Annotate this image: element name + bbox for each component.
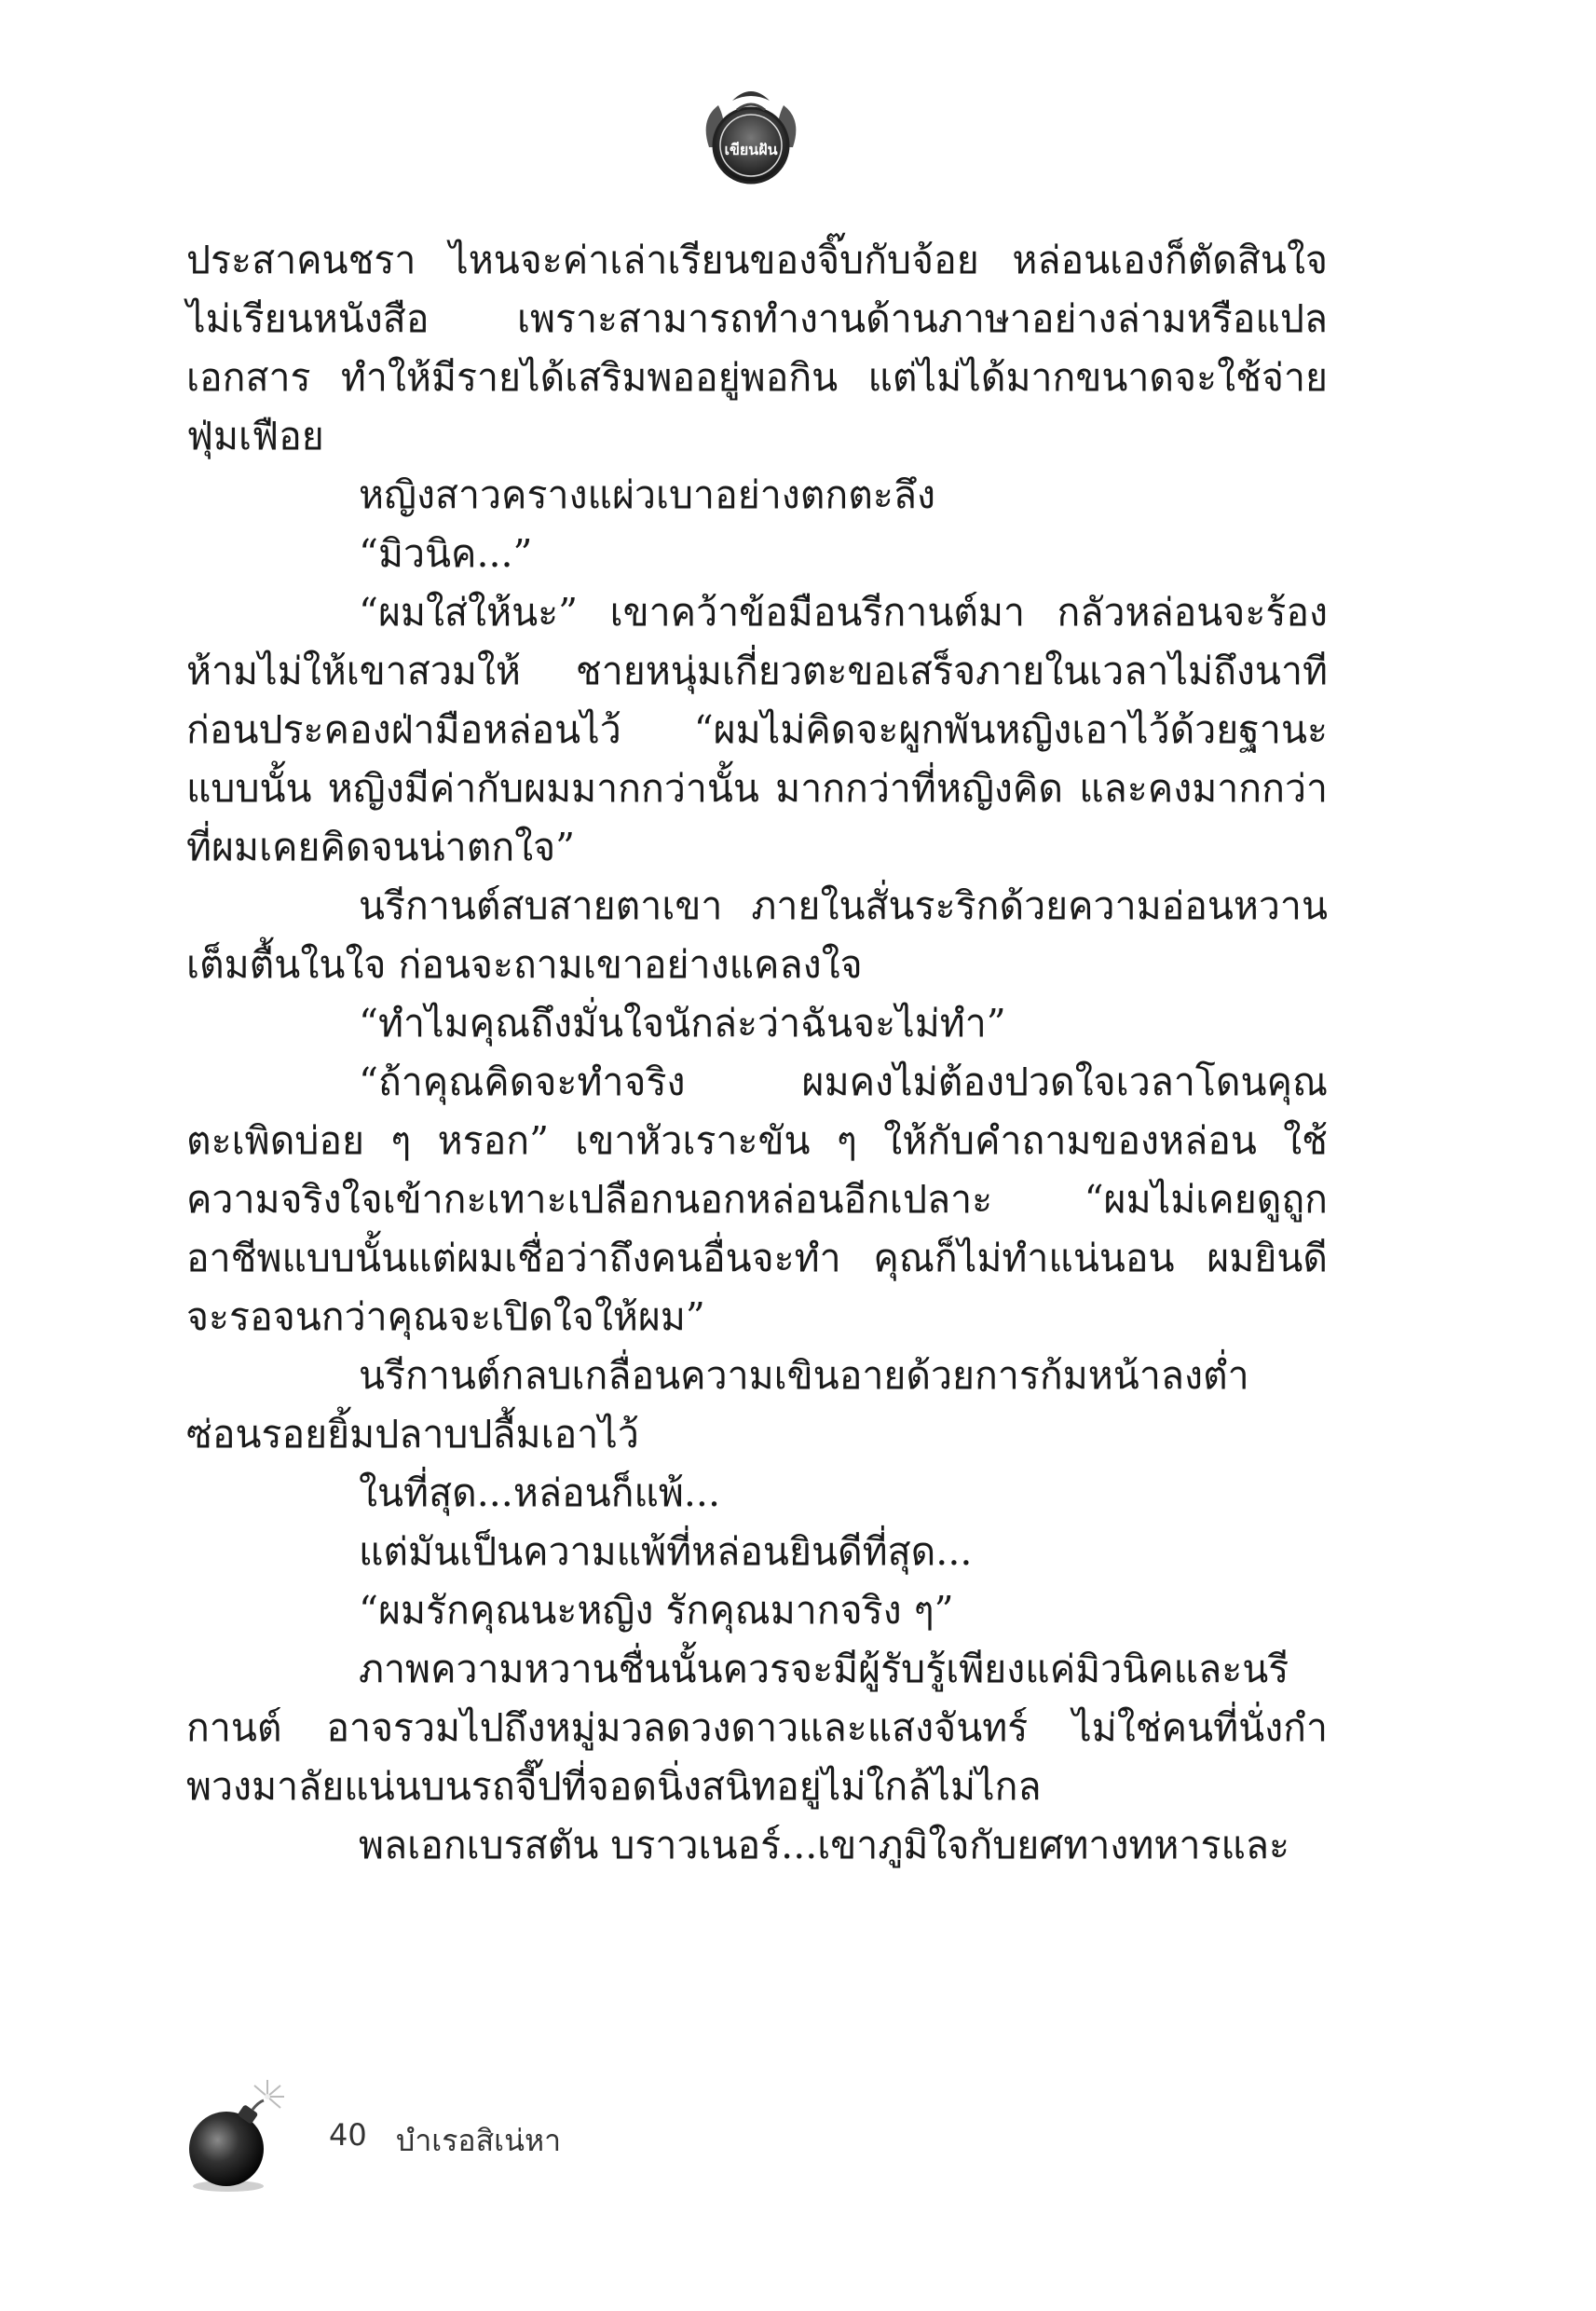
paragraph: พลเอกเบรสตัน บราวเนอร์...เขาภูมิใจกับยศทางทหารและ (359, 1823, 1290, 1867)
book-title: บำเรอสิเน่หา (396, 2123, 562, 2158)
paragraph: “ผมใส่ให้นะ” เขาคว้าข้อมือนรีกานต์มา กลัวหล่อนจะร้องห้ามไม่ให้เขาสวมให้ ชายหนุ่มเกี่ยวตะขอเสร็จภายในเวลาไม่ถึงนาทีก่อนประคองฝ่ามือหล่อนไว้ “ผมไม่คิดจะผูกพันหญิงเอาไว้ด้วยฐานะแบบนั้น หญิงมีค่ากับผมมากกว่านั้น มากกว่าที่หญิงคิด และคงมากกว่าที่ผมเคยคิดจนน่าตกใจ” (186, 590, 1328, 869)
logo-text: เขียนฝัน (724, 141, 778, 158)
paragraph: ภาพความหวานชื่นนั้นควรจะมีผู้รับรู้เพียงแค่มิวนิคและนรีกานต์ อาจรวมไปถึงหมู่มวลดวงดาวและแสงจันทร์ ไม่ใช่คนที่นั่งกำพวงมาลัยแน่นบนรถจี๊ปที่จอดนิ่งสนิทอยู่ไม่ใกล้ไม่ไกล (186, 1647, 1328, 1809)
body-text (186, 231, 1328, 1875)
page-number: 40 (329, 2117, 367, 2153)
paragraph: หญิงสาวครางแผ่วเบาอย่างตกตะลึง (359, 472, 936, 517)
page-footer (182, 2076, 741, 2197)
bomb-icon (182, 2076, 303, 2197)
paragraph: นรีกานต์สบสายตาเขา ภายในสั่นระริกด้วยความอ่อนหวานเต็มตื้นในใจ ก่อนจะถามเขาอย่างแคลงใจ (186, 883, 1328, 987)
paragraph: “ผมรักคุณนะหญิง รักคุณมากจริง ๆ” (359, 1588, 954, 1633)
paragraph: แต่มันเป็นความแพ้ที่หล่อนยินดีที่สุด... (359, 1529, 973, 1574)
publisher-logo-icon (690, 73, 812, 194)
paragraph: “มิวนิค...” (359, 531, 533, 576)
paragraph: ประสาคนชรา ไหนจะค่าเล่าเรียนของจิ๊บกับจ้อย หล่อนเองก็ตัดสินใจไม่เรียนหนังสือ เพราะสามารถทำงานด้านภาษาอย่างล่ามหรือแปลเอกสาร ทำให้มีรายได้เสริมพออยู่พอกิน แต่ไม่ได้มากขนาดจะใช้จ่ายฟุ่มเฟือย (186, 238, 1328, 458)
paragraph: ในที่สุด...หล่อนก็แพ้... (359, 1470, 720, 1515)
paragraph: นรีกานต์กลบเกลื่อนความเขินอายด้วยการก้มหน้าลงต่ำ ซ่อนรอยยิ้มปลาบปลื้มเอาไว้ (186, 1353, 1249, 1456)
paragraph: “ถ้าคุณคิดจะทำจริง ผมคงไม่ต้องปวดใจเวลาโดนคุณตะเพิดบ่อย ๆ หรอก” เขาหัวเราะขัน ๆ ให้กับคำถามของหล่อน ใช้ความจริงใจเข้ากะเทาะเปลือกนอกหล่อนอีกเปลาะ “ผมไม่เคยดูถูกอาชีพแบบนั้นแต่ผมเชื่อว่าถึงคนอื่นจะทำ คุณก็ไม่ทำแน่นอน ผมยินดีจะรอจนกว่าคุณจะเปิดใจให้ผม” (186, 1060, 1328, 1339)
paragraph: “ทำไมคุณถึงมั่นใจนักล่ะว่าฉันจะไม่ทำ” (359, 1001, 1006, 1046)
